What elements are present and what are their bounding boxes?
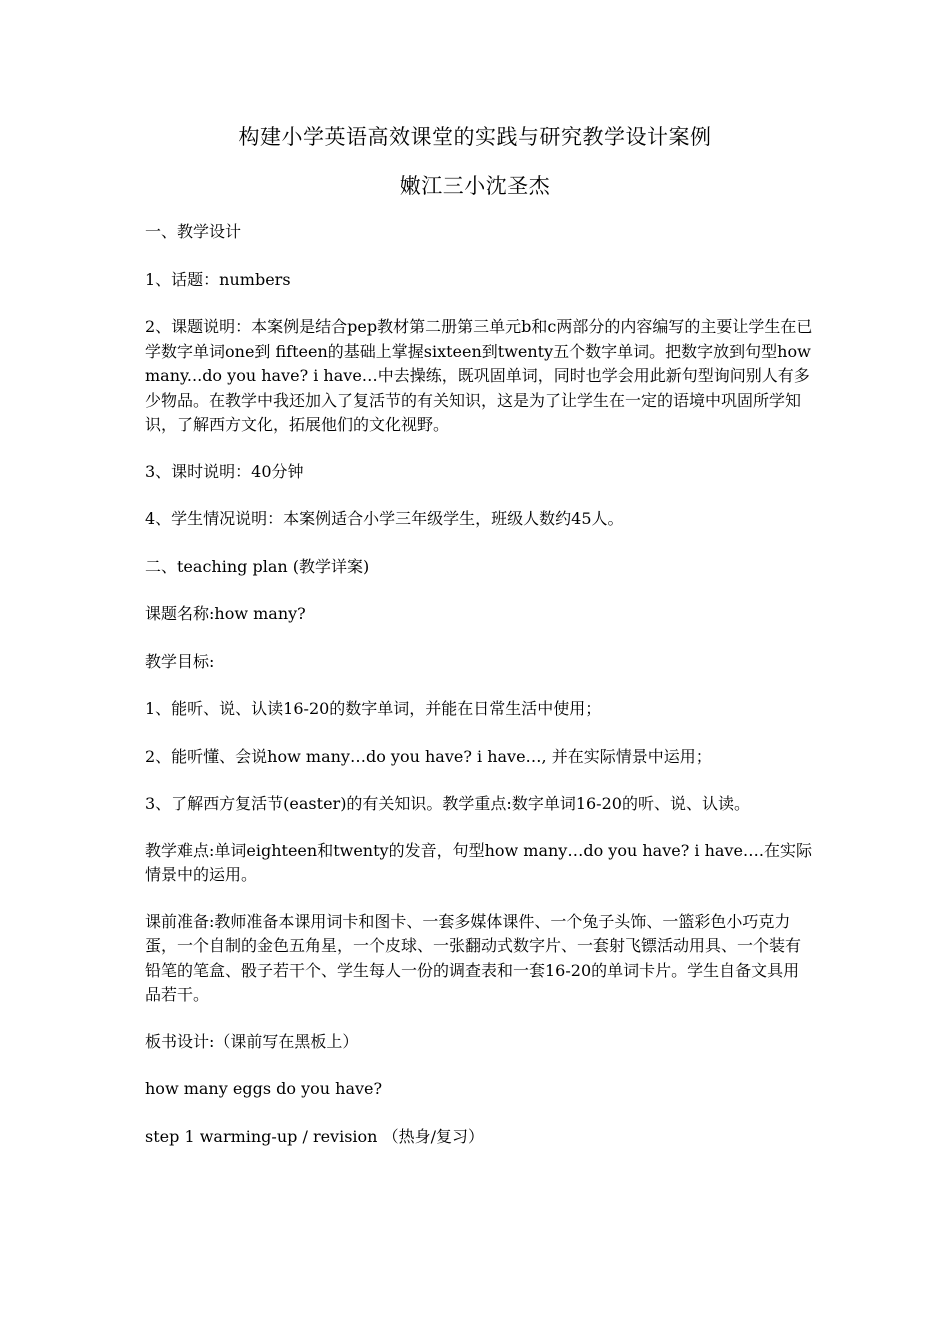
difficulties-paragraph: 教学难点:单词eighteen和twenty的发音，句型how many…do you have? i have….在实际情景中的运用。 (145, 840, 813, 884)
student-info-line: 4、学生情况说明：本案例适合小学三年级学生，班级人数约45人。 (145, 509, 624, 528)
step-heading: step 1 warming-up / revision （热身/复习） (145, 1126, 484, 1146)
section-heading-design: 一、教学设计 (145, 222, 242, 241)
document-body (145, 220, 816, 1172)
lesson-name-line: 课题名称:how many? (145, 604, 306, 623)
topic-line: 1、话题：numbers (145, 269, 291, 289)
duration-line: 3、课时说明：40分钟 (145, 461, 304, 481)
section-heading-plan: 二、teaching plan (教学详案) (145, 556, 370, 576)
objectives-heading: 教学目标: (145, 651, 215, 671)
board-sentence-line: how many eggs do you have? (145, 1079, 383, 1098)
lesson-description: 2、课题说明：本案例是结合pep教材第二册第三单元b和c两部分的内容编写的主要让学生在已学数字单词one到 fifteen的基础上掌握sixteen到twenty五个数字单词。把数字放到句型how many...do you have? i have…中去操练，既巩固单词，同时也学会用此新句型询问别人有多少物品。在教学中我还加入了复活节的有关知识，这是为了让学生在一定的语境中巩固所学知识，了解西方文化，拓展他们的文化视野。 (145, 317, 816, 434)
preparation-paragraph: 课前准备:教师准备本课用词卡和图卡、一套多媒体课件、一个兔子头饰、一篮彩色小巧克力蛋，一个自制的金色五角星，一个皮球、一张翻动式数字片、一套射飞镖活动用具、一个装有铅笔的笔盒、骰子若干个、学生每人一份的调查表和一套16-20的单词卡片。学生自备文具用品若干。 (145, 911, 802, 1004)
document-author: 嫩江三小沈圣杰 (399, 174, 551, 198)
document-title: 构建小学英语高效课堂的实践与研究教学设计案例 (238, 125, 712, 149)
board-design-line: 板书设计:（课前写在黑板上） (145, 1031, 359, 1051)
objective-item: 2、能听懂、会说how many…do you have? i have…, 并在实际情景中运用； (145, 746, 712, 766)
objective-item: 3、了解西方复活节(easter)的有关知识。教学重点:数字单词16-20的听、说、认读。 (145, 794, 750, 813)
objective-item: 1、能听、说、认读16-20的数字单词，并能在日常生活中使用； (145, 699, 602, 718)
